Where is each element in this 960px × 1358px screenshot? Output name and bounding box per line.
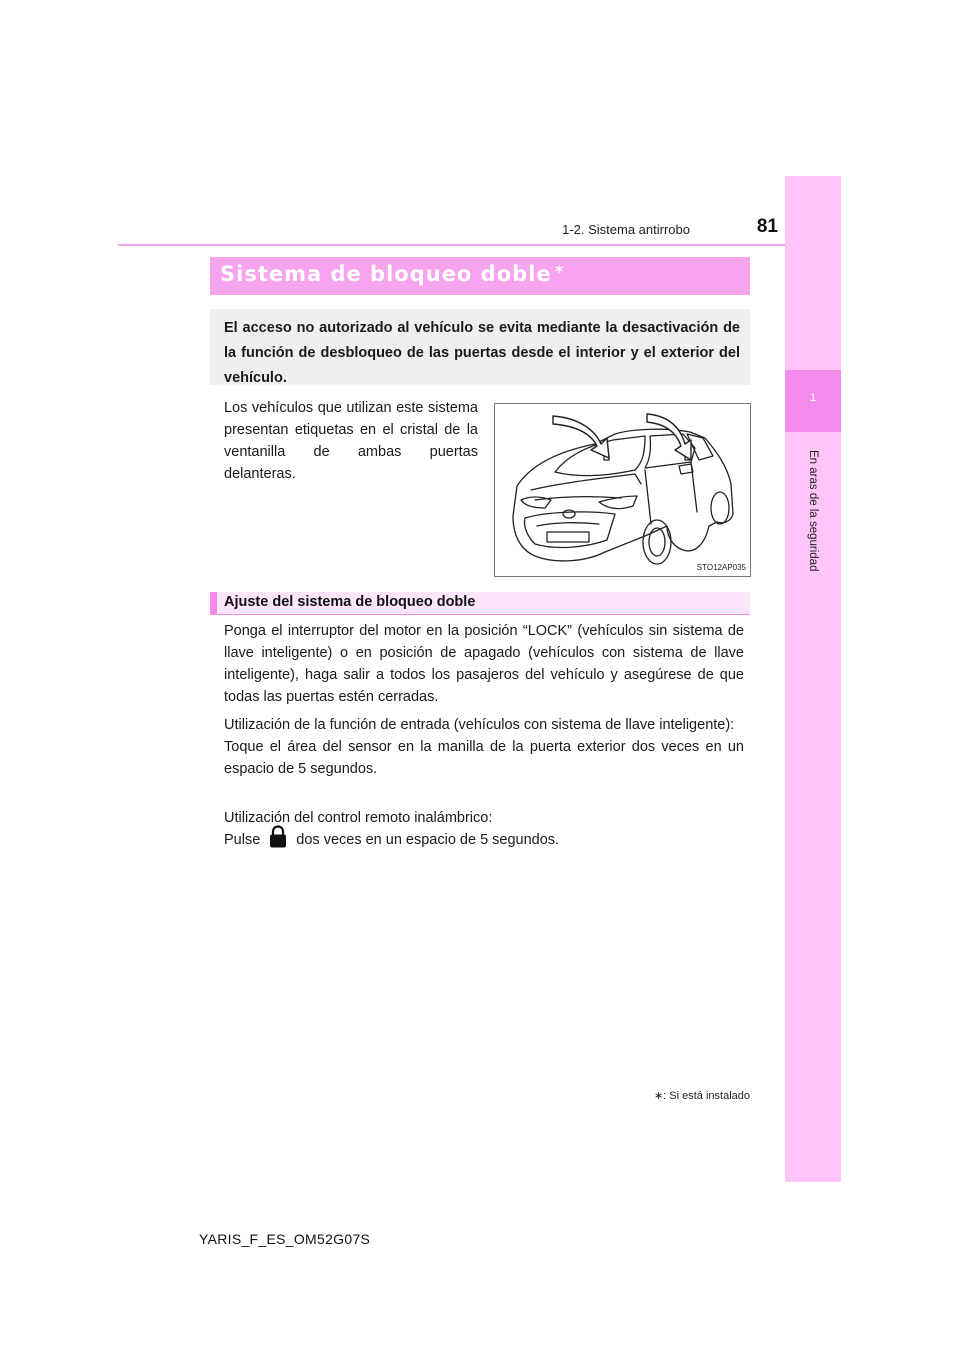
page-number: 81: [756, 216, 778, 237]
side-tab-label: En aras de la seguridad: [807, 450, 819, 572]
body-text: [224, 397, 478, 485]
paragraph-text: Toque el área del sensor en la manilla de la puerta exterior dos veces en un espacio de 5 segundos.: [224, 739, 744, 777]
paragraph-remote-control: [224, 807, 744, 851]
footnote: [610, 1089, 750, 1102]
press-instruction: dos veces en un espacio de 5 segundos.: [296, 832, 560, 848]
paragraph-text: [224, 829, 744, 851]
page-title-text: Sistema de bloqueo doble: [220, 262, 552, 286]
paragraph-heading: Utilización del control remoto inalámbrico:: [224, 810, 493, 826]
subsection-underline: [210, 614, 750, 615]
paragraph-entry-function: [224, 714, 744, 780]
side-tab-chapter: [785, 370, 841, 432]
lock-icon: [268, 825, 288, 849]
intro-text: El acceso no autorizado al vehículo se evita mediante la desactivación de la función de desbloqueo de las puertas desde el interior y el exterior del vehículo.: [224, 320, 740, 386]
subsection-title: Ajuste del sistema de bloqueo doble: [224, 594, 476, 610]
footnote-text: : Si está instalado: [663, 1090, 750, 1102]
car-drawing: [495, 404, 750, 576]
figure-code: STO12AP035: [696, 563, 746, 572]
side-tab: [785, 176, 841, 1182]
paragraph-engine-switch: [224, 620, 744, 708]
paragraph-heading: Utilización de la función de entrada (vehículos con sistema de llave inteligente):: [224, 717, 735, 733]
car-illustration: [494, 403, 751, 577]
press-label: Pulse: [224, 832, 261, 848]
page-title: [220, 262, 566, 286]
body-paragraph: Los vehículos que utilizan este sistema presentan etiquetas en el cristal de la ventanilla de ambas puertas delanteras.: [224, 400, 478, 482]
optional-mark: ∗: [553, 262, 566, 277]
side-tab-chapter-number: 1: [809, 392, 817, 404]
paragraph-text: Ponga el interruptor del motor en la posición “LOCK” (vehículos sin sistema de llave inteligente) o en posición de apagado (vehículos con sistema de llave inteligente), haga salir a todos los pasajeros del vehículo y asegúrese de que todas las puertas estén cerradas.: [224, 623, 744, 705]
footer-code: YARIS_F_ES_OM52G07S: [199, 1231, 371, 1247]
side-tab-label-box: [785, 432, 841, 662]
section-title: 1-2. Sistema antirrobo: [562, 222, 690, 237]
subsection-accent: [210, 592, 217, 614]
header-divider: [118, 244, 786, 246]
footnote-mark: ∗: [653, 1090, 664, 1102]
